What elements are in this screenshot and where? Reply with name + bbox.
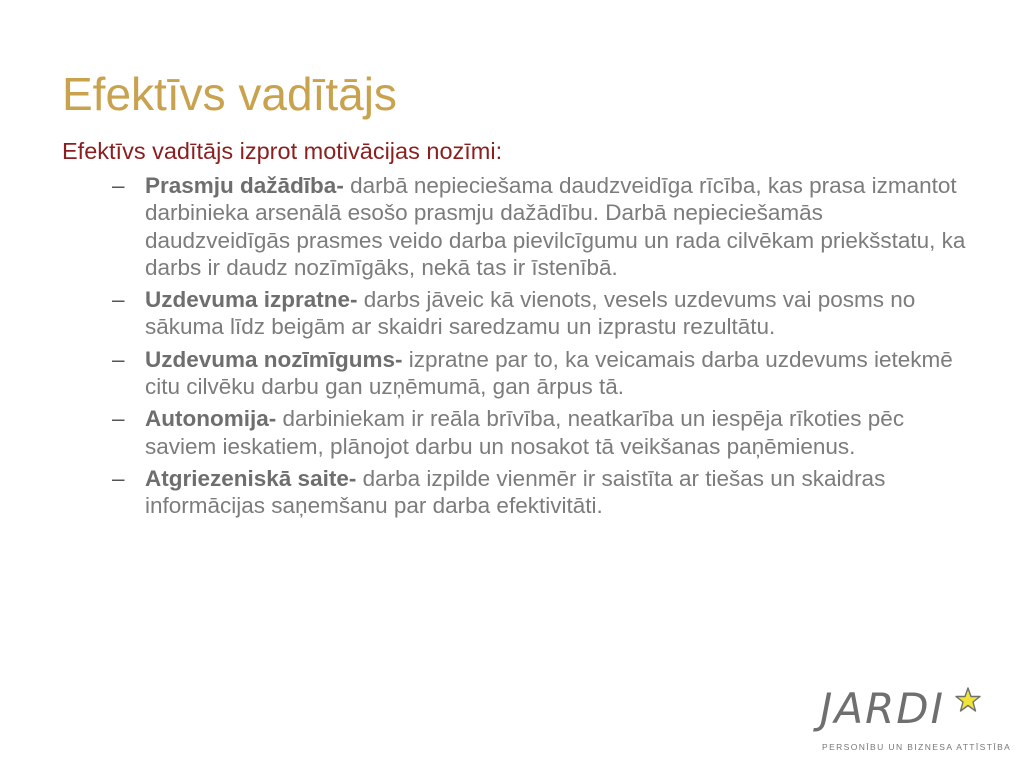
star-icon bbox=[955, 687, 981, 713]
bullet-term: Autonomija- bbox=[145, 406, 277, 432]
bullet-item bbox=[112, 286, 972, 341]
logo-tagline: PERSONĪBU UN BIZNESA ATTĪSTĪBA bbox=[822, 742, 1012, 752]
bullet-text: izpratne par to, ka veicamais darba uzdevums ietekmē citu cilvēku darbu gan uzņēmumā, gan ārpus tā. bbox=[145, 346, 953, 400]
slide-title: Efektīvs vadītājs bbox=[62, 68, 397, 120]
bullet-term: Uzdevuma nozīmīgums- bbox=[145, 346, 403, 372]
bullet-text: darba izpilde vienmēr ir saistīta ar tiešas un skaidras informācijas saņemšanu par darba efektivitāti. bbox=[145, 465, 886, 519]
bullet-item bbox=[112, 405, 972, 460]
bullet-item bbox=[112, 465, 972, 520]
bullet-item bbox=[112, 172, 972, 281]
bullet-term: Uzdevuma izpratne- bbox=[145, 287, 358, 313]
intro-text: Efektīvs vadītājs izprot motivācijas nozīmi: bbox=[62, 138, 503, 164]
bullet-dash: – bbox=[112, 287, 125, 313]
bullet-list bbox=[112, 172, 972, 525]
bullet-text: darbā nepieciešama daudzveidīga rīcība, kas prasa izmantot darbinieka arsenālā esošo prasmju dažādību. Darbā nepieciešamās daudzveidīgās prasmes veido darba pievilcīgumu un rada cilvēkam priekšstatu, ka darbs ir daudz nozīmīgāks, nekā tas ir īstenībā. bbox=[145, 173, 966, 280]
bullet-dash: – bbox=[112, 173, 125, 198]
bullet-dash: – bbox=[112, 346, 125, 372]
bullet-text: darbiniekam ir reāla brīvība, neatkarība un iespēja rīkoties pēc saviem ieskatiem, plānojot darbu un nosakot tā veikšanas paņēmienus. bbox=[145, 406, 905, 459]
bullet-dash: – bbox=[112, 406, 125, 432]
logo-wordmark: JARDI bbox=[820, 684, 946, 733]
bullet-item bbox=[112, 346, 972, 401]
bullet-term: Prasmju dažādība- bbox=[145, 173, 344, 198]
jardi-logo bbox=[820, 684, 1012, 756]
bullet-term: Atgriezeniskā saite- bbox=[145, 465, 357, 491]
bullet-text: darbs jāveic kā vienots, vesels uzdevums vai posms no sākuma līdz beigām ar skaidri saredzamu un izprastu rezultātu. bbox=[145, 287, 916, 340]
bullet-dash: – bbox=[112, 465, 125, 491]
